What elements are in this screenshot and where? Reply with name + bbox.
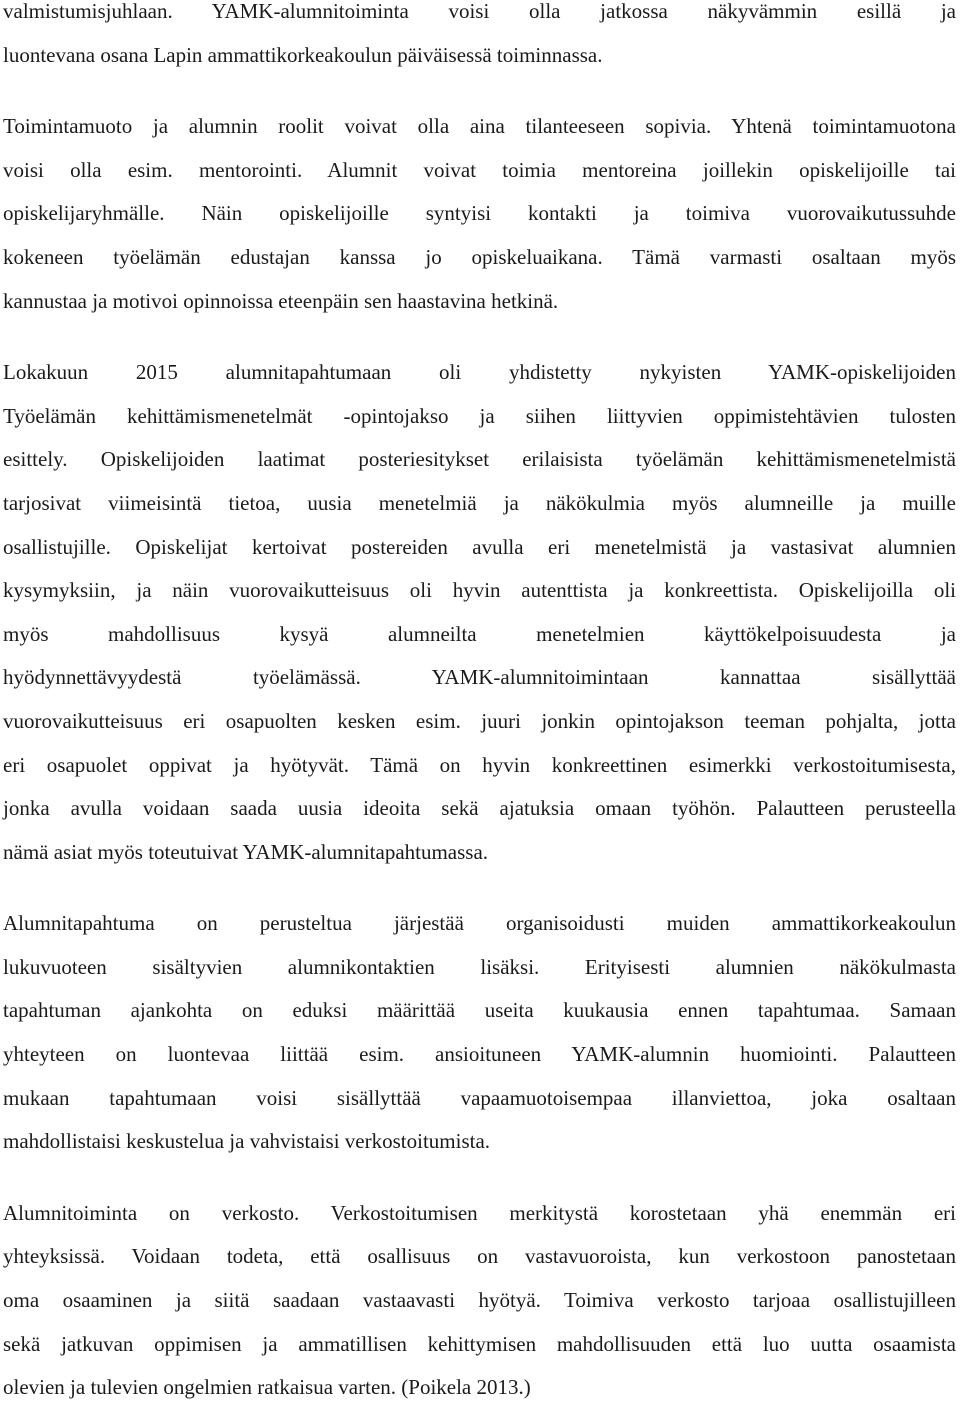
paragraph-4 [3,902,956,1164]
paragraph-spacer [3,77,956,105]
text-line: yhteyksissä. Voidaan todeta, että osallisuus on vastavuoroista, kun verkostoon panostetaan [3,1244,956,1269]
text-line: Työelämän kehittämismenetelmät -opintojakso ja siihen liittyvien oppimistehtävien tulosten [3,403,956,428]
paragraph-3 [3,351,956,874]
text-line: luontevana osana Lapin ammattikorkeakoulun päiväisessä toiminnassa. [3,42,603,67]
text-line: Alumnitapahtuma on perusteltua järjestää organisoidusti muiden ammattikorkeakoulun [3,911,956,936]
text-line: eri osapuolet oppivat ja hyötyvät. Tämä on hyvin konkreettinen esimerkki verkostoitumisesta, [3,752,956,777]
text-line: osallistujille. Opiskelijat kertoivat postereiden avulla eri menetelmistä ja vastasivat alumnien [3,534,956,559]
text-line: yhteyteen on luontevaa liittää esim. ansioituneen YAMK-alumnin huomiointi. Palautteen [3,1042,956,1067]
text-line: esittely. Opiskelijoiden laatimat posteriesitykset erilaisista työelämän kehittämismenetelmistä [3,447,956,472]
text-line: hyödynnettävyydestä työelämässä. YAMK-alumnitoimintaan kannattaa sisällyttää [3,665,956,690]
document-page [3,0,956,1410]
paragraph-5 [3,1192,956,1410]
text-line: mukaan tapahtumaan voisi sisällyttää vapaamuotoisempaa illanviettoa, joka osaltaan [3,1085,956,1110]
text-line: valmistumisjuhlaan. YAMK-alumnitoiminta voisi olla jatkossa näkyvämmin esillä ja [3,0,956,23]
text-line: olevien ja tulevien ongelmien ratkaisua varten. (Poikela 2013.) [3,1375,531,1400]
text-line: Lokakuun 2015 alumnitapahtumaan oli yhdistetty nykyisten YAMK-opiskelijoiden [3,360,956,385]
text-line: nämä asiat myös toteutuivat YAMK-alumnitapahtumassa. [3,839,489,864]
text-line: kokeneen työelämän edustajan kanssa jo opiskeluaikana. Tämä varmasti osaltaan myös [3,244,956,269]
paragraph-spacer [3,874,956,902]
paragraph-1 [3,0,956,77]
text-line: opiskelijaryhmälle. Näin opiskelijoille syntyisi kontakti ja toimiva vuorovaikutussuhde [3,201,956,226]
paragraph-spacer [3,1164,956,1192]
text-line: kysymyksiin, ja näin vuorovaikutteisuus oli hyvin autenttista ja konkreettista. Opiskelijoilla oli [3,578,956,603]
text-line: tarjosivat viimeisintä tietoa, uusia menetelmiä ja näkökulmia myös alumneille ja muille [3,490,956,515]
paragraph-2 [3,105,956,323]
text-line: sekä jatkuvan oppimisen ja ammatillisen kehittymisen mahdollisuuden että luo uutta osaamista [3,1331,956,1356]
text-line: jonka avulla voidaan saada uusia ideoita sekä ajatuksia omaan työhön. Palautteen perusteella [3,796,956,821]
text-line: vuorovaikutteisuus eri osapuolten kesken esim. juuri jonkin opintojakson teeman pohjalta, jotta [3,708,956,733]
text-line: Toimintamuoto ja alumnin roolit voivat olla aina tilanteeseen sopivia. Yhtenä toimintamuotona [3,114,956,139]
text-line: oma osaaminen ja siitä saadaan vastaavasti hyötyä. Toimiva verkosto tarjoaa osallistujilleen [3,1288,956,1313]
text-line: mahdollistaisi keskustelua ja vahvistaisi verkostoitumista. [3,1129,491,1154]
text-line: voisi olla esim. mentorointi. Alumnit voivat toimia mentoreina joillekin opiskelijoille tai [3,157,956,182]
text-line: Alumnitoiminta on verkosto. Verkostoitumisen merkitystä korostetaan yhä enemmän eri [3,1200,956,1225]
text-line: myös mahdollisuus kysyä alumneilta menetelmien käyttökelpoisuudesta ja [3,621,956,646]
text-line: tapahtuman ajankohta on eduksi määrittää useita kuukausia ennen tapahtumaa. Samaan [3,998,956,1023]
paragraph-spacer [3,323,956,351]
text-line: kannustaa ja motivoi opinnoissa eteenpäin sen haastavina hetkinä. [3,288,559,313]
text-line: lukuvuoteen sisältyvien alumnikontaktien lisäksi. Erityisesti alumnien näkökulmasta [3,954,956,979]
